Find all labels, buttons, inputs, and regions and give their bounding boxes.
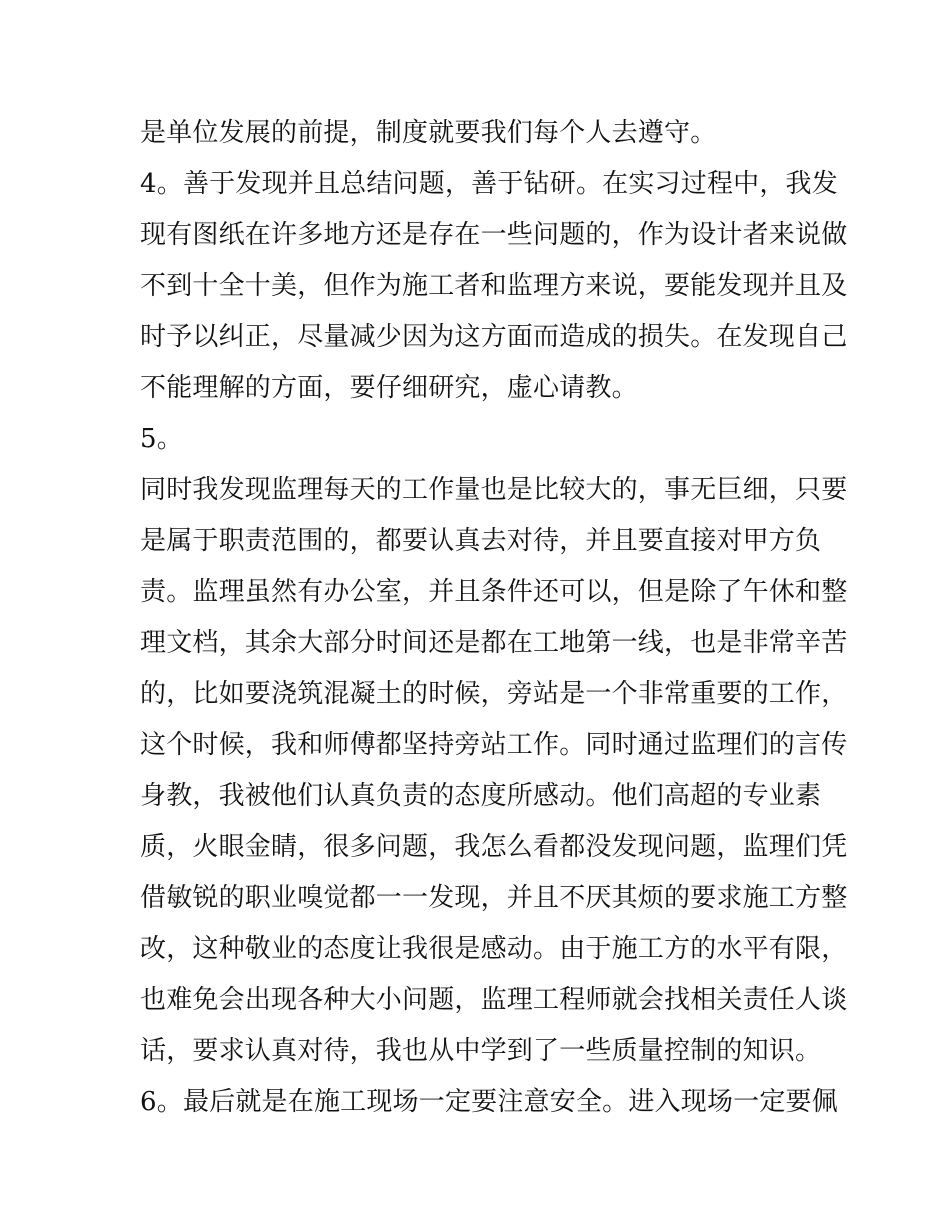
text-line: 借敏锐的职业嗅觉都一一发现，并且不厌其烦的要求施工方整 [140,883,848,913]
text-line: 4。善于发现并且总结问题，善于钻研。在实习过程中，我发 [140,169,838,199]
text-line: 6。最后就是在施工现场一定要注意安全。进入现场一定要佩 [140,1087,838,1117]
body-text [140,108,848,1128]
text-line: 也难免会出现各种大小问题，监理工程师就会找相关责任人谈 [140,985,848,1015]
text-line: 这个时候，我和师傅都坚持旁站工作。同时通过监理们的言传 [140,730,848,760]
text-line: 是属于职责范围的，都要认真去对待，并且要直接对甲方负 [140,526,822,556]
text-line: 不能理解的方面，要仔细研究，虚心请教。 [140,373,638,403]
text-line: 5。 [140,424,183,454]
text-line: 不到十全十美，但作为施工者和监理方来说，要能发现并且及 [140,271,848,301]
text-line: 责。监理虽然有办公室，并且条件还可以，但是除了午休和整 [140,577,848,607]
text-line: 质，火眼金睛，很多问题，我怎么看都没发现问题，监理们凭 [140,832,848,862]
text-line: 是单位发展的前提，制度就要我们每个人去遵守。 [140,118,717,148]
text-line: 话，要求认真对待，我也从中学到了一些质量控制的知识。 [140,1036,822,1066]
text-line: 的，比如要浇筑混凝土的时候，旁站是一个非常重要的工作， [140,679,848,709]
text-line: 理文档，其余大部分时间还是都在工地第一线，也是非常辛苦 [140,628,848,658]
text-line: 现有图纸在许多地方还是存在一些问题的，作为设计者来说做 [140,220,848,250]
text-line: 时予以纠正，尽量减少因为这方面而造成的损失。在发现自己 [140,322,848,352]
text-line: 同时我发现监理每天的工作量也是比较大的，事无巨细，只要 [140,475,848,505]
text-line: 改，这种敬业的态度让我很是感动。由于施工方的水平有限， [140,934,848,964]
text-line: 身教，我被他们认真负责的态度所感动。他们高超的专业素 [140,781,822,811]
